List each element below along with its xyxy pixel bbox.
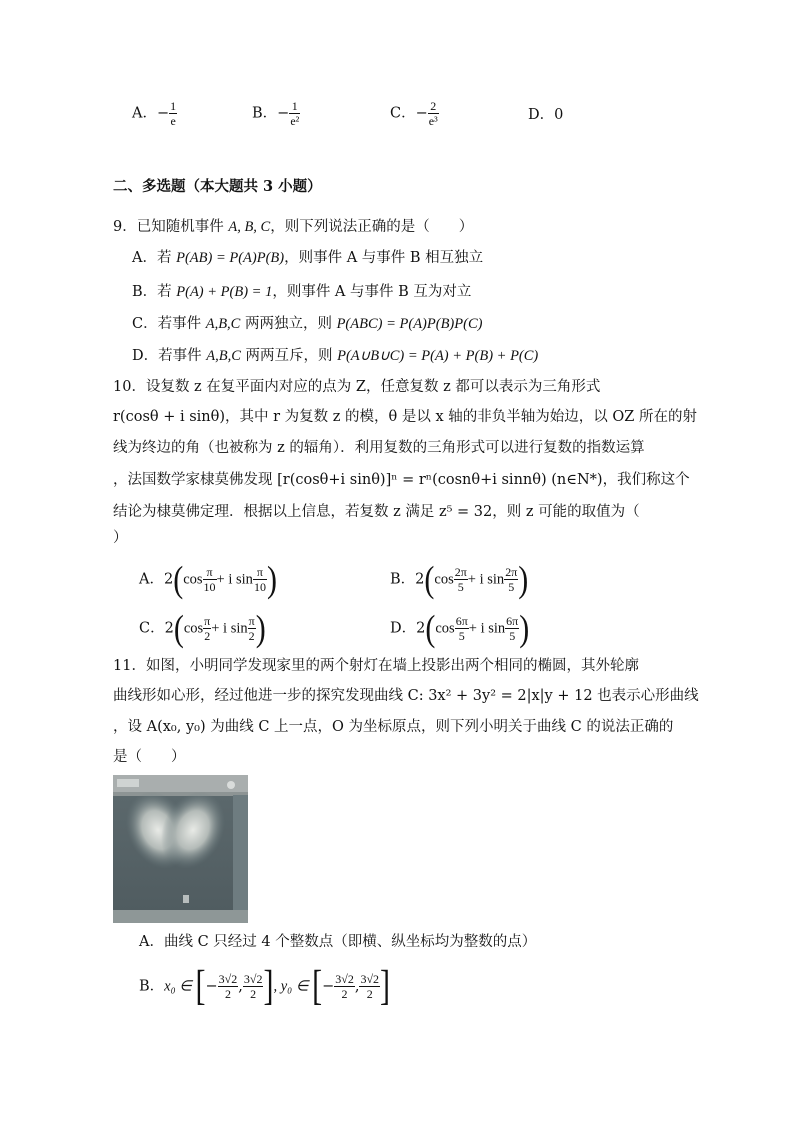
q10-option-b: B．2(cos $\frac{2\pi}{5}$ + i sin $\frac{2\pi}{5}$ ): [390, 558, 529, 600]
q10-line-6: ）: [113, 530, 128, 546]
q11-line-3: ，设 A(x₀, y₀) 为曲线 C 上一点，O 为坐标原点，则下列小明关于曲线 C 的说法正确的: [113, 719, 674, 735]
q9-option-b: B．若 P(A) + P(B) = 1，则事件 A 与事件 B 互为对立: [132, 284, 472, 300]
q11-line-1: 11．如图，小明同学发现家里的两个射灯在墙上投影出两个相同的椭圆，其外轮廓: [113, 658, 639, 674]
q11-line-2: 曲线形如心形，经过他进一步的探究发现曲线 C: 3x² + 3y² = 2|x|y + 12 也表示心形曲线: [113, 688, 699, 704]
q8-option-c: C．− $\frac{2}{\text{e³}}$: [390, 99, 438, 128]
q11-option-b: B．x₀ ∈ [− $\frac{3√2}{2}$ , $\frac{3√2}{2}$ ], y₀ ∈ [− $\frac{3√2}{2}$ , $\frac{3√2}{2}$ ]: [139, 962, 391, 1009]
q11-line-4: 是（ ）: [113, 749, 186, 765]
q10-option-d: D．2(cos $\frac{6\pi}{5}$ + i sin $\frac{6\pi}{5}$ ): [390, 607, 530, 649]
spotlight-wall-photo: [113, 775, 248, 923]
q9-stem: 9．已知随机事件 A, B, C，则下列说法正确的是（ ）: [113, 219, 474, 235]
q10-line-2: r(cosθ + i sinθ)，其中 r 为复数 z 的模，θ 是以 x 轴的非负半轴为始边，以 OZ 所在的射: [113, 409, 697, 425]
q10-line-5: 结论为棣莫佛定理．根据以上信息，若复数 z 满足 z⁵ = 32，则 z 可能的取值为（: [113, 504, 640, 520]
q8-option-d: D．0: [528, 107, 564, 123]
q8-b-fraction: $\frac{1}{\text{e²}}$: [290, 99, 300, 128]
q8-a-fraction: $\frac{1}{e}$: [170, 99, 177, 128]
q10-line-4: ，法国数学家棣莫佛发现 [r(cosθ+i sinθ)]ⁿ = rⁿ(cosnθ+i sinnθ) (n∈N*)，我们称这个: [113, 472, 690, 488]
q8-option-b: B．− $\frac{1}{\text{e²}}$: [252, 99, 300, 128]
spotlight-photo-svg: [113, 775, 248, 923]
q9-option-c: C．若事件 A,B,C 两两独立，则 P(ABC) = P(A)P(B)P(C): [132, 316, 483, 332]
q10-line-1: 10．设复数 z 在复平面内对应的点为 Z，任意复数 z 都可以表示为三角形式: [113, 379, 601, 395]
section-title: 二、多选题（本大题共 3 小题）: [113, 178, 322, 195]
q10-option-c: C．2(cos $\frac{\pi}{2}$ + i sin $\frac{\pi}{2}$ ): [139, 607, 266, 649]
q9-option-a: A．若 P(AB) = P(A)P(B)，则事件 A 与事件 B 相互独立: [132, 250, 484, 266]
q10-line-3: 线为终边的角（也被称为 z 的辐角）．利用复数的三角形式可以进行复数的指数运算: [113, 440, 645, 456]
q8-c-fraction: $\frac{2}{\text{e³}}$: [428, 99, 438, 128]
q10-option-a: A．2(cos $\frac{\pi}{10}$ + i sin $\frac{\pi}{10}$ ): [139, 558, 277, 600]
q8-option-a: A．− $\frac{1}{e}$: [132, 99, 177, 128]
q9-option-d: D．若事件 A,B,C 两两互斥，则 P(A∪B∪C) = P(A) + P(B) + P(C): [132, 348, 539, 364]
q11-option-a: A．曲线 C 只经过 4 个整数点（即横、纵坐标均为整数的点）: [139, 934, 537, 950]
